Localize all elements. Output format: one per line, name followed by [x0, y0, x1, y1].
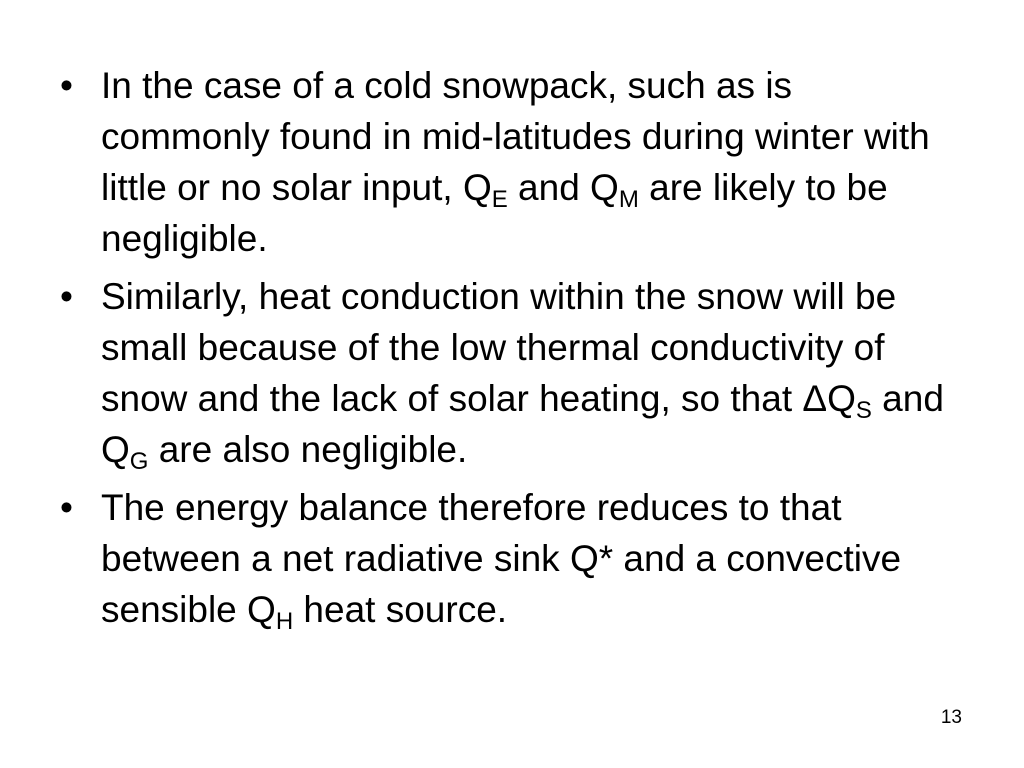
bullet-icon: • [60, 65, 73, 106]
bullet-text: The energy balance therefore reduces to that between a net radiative sink Q* and a convective sensible Q [101, 487, 902, 630]
bullet-text: and Q [101, 378, 944, 470]
bullet-item-energy-balance [60, 482, 960, 635]
subscript-e: E [491, 186, 508, 213]
bullet-text: are likely to be negligible. [101, 167, 888, 259]
page-number: 13 [940, 707, 962, 728]
subscript-h: H [275, 608, 294, 635]
subscript-m: M [618, 186, 639, 213]
bullet-text: are also negligible. [148, 429, 468, 470]
bullet-text: heat source. [293, 589, 508, 630]
bullet-list [60, 60, 960, 642]
subscript-s: S [855, 397, 872, 424]
bullet-icon: • [60, 276, 73, 317]
bullet-icon: • [60, 487, 73, 528]
bullet-text: Similarly, heat conduction within the snow will be small because of the low thermal conductivity of snow and the lack of solar heating, so that ΔQ [101, 276, 897, 419]
bullet-text: and Q [507, 167, 619, 208]
subscript-g: G [129, 448, 149, 475]
bullet-item-heat-conduction [60, 271, 960, 475]
bullet-text: In the case of a cold snowpack, such as is commonly found in mid-latitudes during winter with little or no solar input, Q [101, 65, 930, 208]
bullet-item-cold-snowpack [60, 60, 960, 264]
